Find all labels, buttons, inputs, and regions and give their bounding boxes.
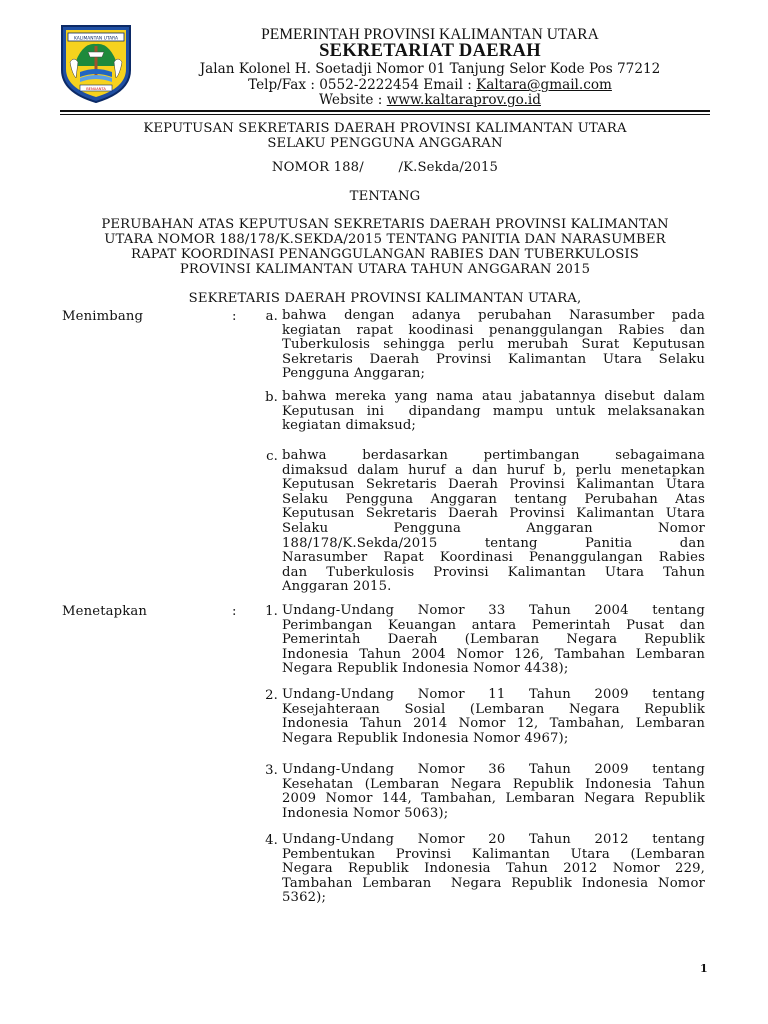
text-line: Undang-Undang Nomor 20 Tahun 2012 tentang [282, 832, 705, 847]
text-line: 188/178/K.Sekda/2015 tentang Panitia dan [282, 535, 705, 551]
menetapkan-item-3 [282, 763, 705, 821]
decree-subject-line-1: PERUBAHAN ATAS KEPUTUSAN SEKRETARIS DAERAH PROVINSI KALIMANTAN [101, 217, 669, 232]
menetapkan-item-4 [282, 833, 705, 906]
text-line: Pengguna Anggaran; [282, 366, 426, 382]
text-line: Undang-Undang Nomor 36 Tahun 2009 tentang [282, 762, 705, 777]
text-line: Perimbangan Keuangan antara Pemerintah Pusat dan [282, 617, 705, 633]
letterhead-thick-rule [60, 110, 710, 112]
text-line: Pembentukan Provinsi Kalimantan Utara (Lembaran [282, 846, 705, 862]
emblem-ribbon-text: KALIMANTAN UTARA [73, 36, 119, 42]
menetapkan-item-marker: 2. [265, 688, 278, 703]
letterhead-secretariat: SEKRETARIAT DAERAH [319, 41, 541, 61]
menimbang-item-marker: c. [266, 449, 278, 464]
page-number: 1 [700, 962, 708, 975]
menetapkan-label: Menetapkan [62, 604, 148, 619]
text-line: bahwa berdasarkan pertimbangan sebagaimana [282, 448, 705, 463]
text-line: 5362); [282, 890, 327, 906]
decree-subject-line-2: UTARA NOMOR 188/178/K.SEKDA/2015 TENTANG PANITIA DAN NARASUMBER [104, 232, 666, 247]
decree-number: NOMOR 188/ /K.Sekda/2015 [271, 160, 499, 175]
text-line: Indonesia Nomor 5063); [282, 805, 449, 821]
contact-phone: Telp/Fax : 0552-2222454 Email : [248, 77, 477, 93]
text-line: Selaku Pengguna Anggaran Nomor [282, 520, 705, 536]
menimbang-label: Menimbang [62, 309, 144, 324]
menimbang-item-marker: b. [265, 390, 278, 405]
decree-issuer: SEKRETARIS DAERAH PROVINSI KALIMANTAN UTARA, [188, 291, 582, 306]
text-line: Undang-Undang Nomor 33 Tahun 2004 tentang [282, 603, 705, 618]
menimbang-item-b [282, 390, 705, 434]
text-line: Sekretaris Daerah Provinsi Kalimantan Utara Selaku [282, 351, 705, 367]
decree-subject-line-3: RAPAT KOORDINASI PENANGGULANGAN RABIES DAN TUBERKULOSIS [131, 247, 639, 262]
text-line: kegiatan rapat koodinasi penanggulangan Rabies dan [282, 322, 705, 338]
letterhead-thin-rule [60, 114, 710, 115]
text-line: Kesehatan (Lembaran Negara Republik Indonesia Tahun [282, 776, 705, 792]
decree-title-line-2: SELAKU PENGGUNA ANGGARAN [267, 136, 503, 151]
provincial-emblem-logo [50, 22, 142, 104]
menimbang-colon: : [232, 309, 237, 324]
letterhead-contact [150, 77, 710, 93]
decree-title-line-1: KEPUTUSAN SEKRETARIS DAERAH PROVINSI KALIMANTAN UTARA [143, 121, 627, 136]
text-line: bahwa mereka yang nama atau jabatannya disebut dalam [282, 389, 705, 404]
text-line: dan Tuberkulosis Provinsi Kalimantan Utara Tahun [282, 564, 705, 580]
text-line: Kesejahteraan Sosial (Lembaran Negara Republik [282, 701, 705, 717]
menetapkan-item-1 [282, 604, 705, 677]
decree-tentang: TENTANG [349, 189, 421, 204]
text-line: kegiatan dimaksud; [282, 418, 417, 434]
menetapkan-colon: : [232, 604, 237, 619]
text-line: Indonesia Tahun 2004 Nomor 126, Tambahan Lembaran [282, 646, 705, 662]
text-line: Negara Republik Indonesia Nomor 4438); [282, 661, 569, 677]
text-line: Narasumber Rapat Koordinasi Penanggulangan Rabies [282, 550, 705, 566]
menimbang-item-marker: a. [265, 309, 278, 324]
email-link[interactable]: Kaltara@gmail.com [476, 77, 612, 93]
text-line: Indonesia Tahun 2014 Nomor 12, Tambahan, Lembaran [282, 716, 705, 732]
text-line: Tuberkulosis sehingga perlu merubah Surat Keputusan [282, 337, 705, 353]
letterhead-government: PEMERINTAH PROVINSI KALIMANTAN UTARA [261, 26, 599, 43]
emblem-motto-text: BENUANTA [86, 86, 106, 91]
letterhead-address: Jalan Kolonel H. Soetadji Nomor 01 Tanjung Selor Kode Pos 77212 [199, 61, 661, 77]
text-line: dimaksud dalam huruf a dan huruf b, perlu menetapkan [282, 462, 705, 478]
text-line: Tambahan Lembaran Negara Republik Indonesia Nomor [282, 875, 705, 891]
text-line: Anggaran 2015. [282, 579, 392, 595]
menimbang-item-a [282, 309, 705, 382]
decree-subject-line-4: PROVINSI KALIMANTAN UTARA TAHUN ANGGARAN 2015 [179, 262, 591, 277]
text-line: Pemerintah Daerah (Lembaran Negara Republik [282, 632, 705, 648]
text-line: Selaku Pengguna Anggaran tentang Perubahan Atas [282, 491, 705, 507]
text-line: Keputusan ini dipandang mampu untuk melaksanakan [282, 403, 705, 419]
text-line: Keputusan Sekretaris Daerah Provinsi Kalimantan Utara [282, 506, 705, 522]
menimbang-item-c [282, 449, 705, 595]
text-line: Negara Republik Indonesia Nomor 4967); [282, 730, 569, 746]
text-line: Undang-Undang Nomor 11 Tahun 2009 tentang [282, 687, 705, 702]
text-line: 2009 Nomor 144, Tambahan, Lembaran Negara Republik [282, 791, 705, 807]
website-label: Website : [319, 92, 387, 108]
menetapkan-item-marker: 3. [265, 763, 278, 778]
website-link[interactable]: www.kaltaraprov.go.id [386, 92, 541, 108]
text-line: bahwa dengan adanya perubahan Narasumber pada [282, 308, 705, 323]
menetapkan-item-2 [282, 688, 705, 746]
menetapkan-item-marker: 1. [265, 604, 278, 619]
menetapkan-item-marker: 4. [265, 833, 278, 848]
text-line: Negara Republik Indonesia Tahun 2012 Nomor 229, [282, 861, 705, 877]
letterhead-website [150, 92, 710, 108]
text-line: Keputusan Sekretaris Daerah Provinsi Kalimantan Utara [282, 477, 705, 493]
